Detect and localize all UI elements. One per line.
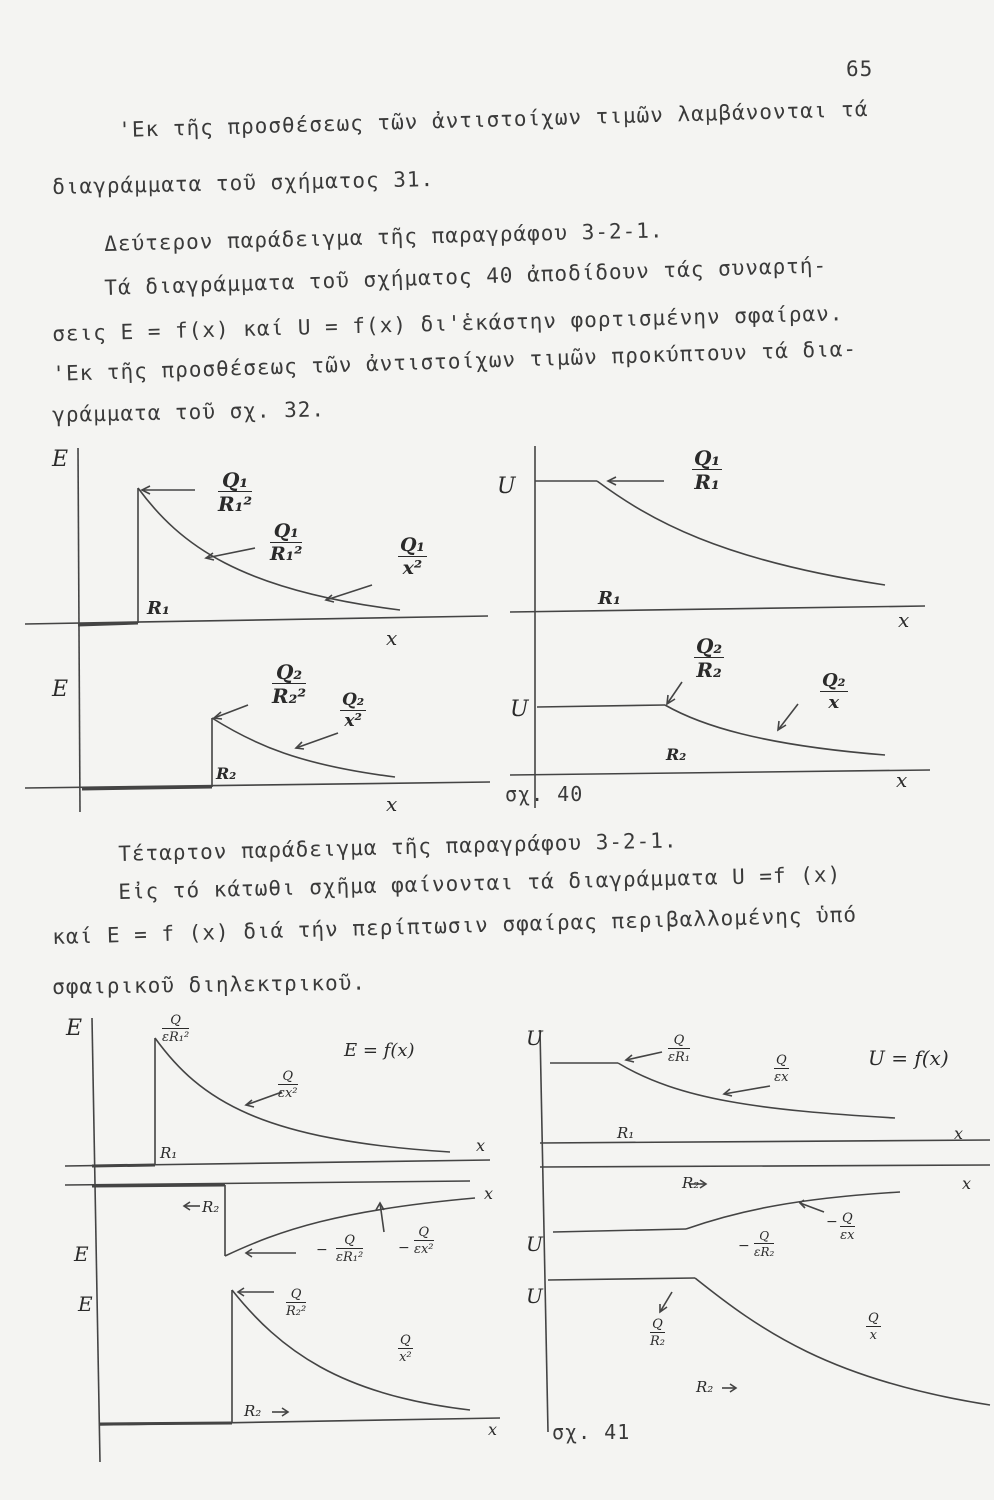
fig41-U2-plateau — [553, 1229, 686, 1232]
fig41-E2-zero-segment — [92, 1185, 225, 1186]
fig41-U1-curve — [618, 1063, 895, 1118]
fig41-minus-4: − — [826, 1214, 838, 1230]
fig41-x-label-3: x — [488, 1420, 498, 1439]
fig41-x-label-5: x — [962, 1174, 972, 1193]
fig40-U2-axis-label: U — [510, 697, 529, 722]
fig40-label-Q1-R1: $\frac{\text{Q₁}}{\text{R₁}}$ — [694, 446, 721, 494]
fig40-label-Q2-xsq: $\frac{\text{Q₂}}{\text{x²}}$ — [342, 690, 365, 731]
fig41-label-Q-eR1sq: $\frac{Q}{\text{εR₁²}}$ — [162, 1013, 190, 1045]
fig41-E1-axis-label: E — [66, 1016, 83, 1041]
fig41-R1-label-left: R₁ — [160, 1144, 178, 1162]
fig41-label-Q-ex2-neg: $\frac{Q}{\text{εx²}}$ — [414, 1225, 434, 1257]
fig40-R2-label-left: R₂ — [216, 764, 237, 783]
text-line-11: σφαιρικοῦ διηλεκτρικοῦ. — [52, 970, 367, 999]
fig40-x-label-4: x — [896, 768, 908, 792]
fig41-U2-baseline — [540, 1165, 990, 1167]
fig41-R2-label-left-bottom: R₂ — [244, 1402, 262, 1420]
fig40-x-label-3: x — [898, 608, 910, 632]
fig41-x-label-2: x — [484, 1184, 494, 1203]
fig40-label-Q1-R1sq: $\frac{\text{Q₁}}{\text{R₁²}}$ — [218, 468, 253, 516]
fig41-U1-baseline — [540, 1140, 990, 1143]
fig40-U1-axis-label: U — [497, 474, 516, 499]
fig40-caption: σχ. 40 — [505, 782, 584, 806]
fig41-label-Q-x: $\frac{Q}{x}$ — [868, 1311, 879, 1343]
fig40-x-label-1: x — [386, 626, 398, 650]
text-line-9: Εἰς τό κάτωθι σχῆμα φαίνονται τά διαγράμματα U =f (x) — [118, 862, 842, 904]
fig41-E3-curve — [232, 1287, 470, 1410]
fig41-label-Q-eR1sq-neg: $\frac{Q}{\text{εR₁²}}$ — [336, 1233, 364, 1265]
fig41-U-axis — [540, 1030, 548, 1432]
fig41-label-Q-R2: $\frac{Q}{\text{R₂}}$ — [650, 1317, 665, 1349]
fig40-R1-label-right: R₁ — [598, 588, 621, 609]
fig40-x-label-2: x — [386, 792, 398, 816]
fig40-label-Q2-R2: $\frac{\text{Q₂}}{\text{R₂}}$ — [696, 634, 723, 682]
fig40-R1-label-left: R₁ — [147, 598, 170, 619]
fig40-E2-axis-label: E — [52, 677, 69, 702]
fig41-E-axis — [92, 1018, 100, 1462]
fig40-label-Q2-R2sq: $\frac{\text{Q₂}}{\text{R₂²}}$ — [272, 660, 307, 708]
fig41-U2-axis-label: U — [526, 1232, 543, 1256]
fig41-E1-zero-segment — [92, 1165, 155, 1166]
fig41-label-Q-ex2-top: $\frac{Q}{\text{εx²}}$ — [278, 1069, 298, 1101]
fig41-title-U: U = f(x) — [868, 1046, 949, 1070]
fig41-label-Q-eR2-neg: $\frac{Q}{\text{εR₂}}$ — [754, 1229, 775, 1259]
text-line-10: καί E = f (x) διά τήν περίπτωσιν σφαίρας περιβαλλομένης ὑπό — [52, 902, 858, 949]
page-number: 65 — [846, 57, 874, 81]
fig40-E1-axis-label: E — [52, 447, 69, 472]
fig41-U1-axis-label: U — [526, 1026, 543, 1050]
fig40-label-Q1-xsq: $\frac{\text{Q₁}}{\text{x²}}$ — [400, 534, 425, 579]
fig41-label-Q-x2: $\frac{Q}{\text{x²}}$ — [399, 1333, 412, 1365]
fig41-minus-3: − — [738, 1238, 750, 1254]
fig41-title-E: E = f(x) — [344, 1040, 415, 1061]
text-line-3: Δεύτερον παράδειγμα τῆς παραγράφου 3-2-1. — [104, 218, 664, 256]
fig41-U3-plateau — [548, 1278, 695, 1280]
fig40-R2-label-right: R₂ — [666, 745, 687, 764]
text-line-7: γράμματα τοῦ σχ. 32. — [52, 397, 326, 427]
text-line-4: Τά διαγράμματα τοῦ σχήματος 40 ἀποδίδουν τάς συναρτή- — [104, 253, 828, 300]
fig41-E3-axis-label: E — [78, 1292, 93, 1316]
fig40-label-Q2-x: $\frac{\text{Q₂}}{x}$ — [822, 670, 846, 713]
fig41-minus-2: − — [398, 1240, 410, 1256]
fig41-E2-axis-label: E — [74, 1242, 89, 1266]
text-line-8: Τέταρτον παράδειγμα τῆς παραγράφου 3-2-1. — [118, 828, 678, 866]
fig41-U3-axis-label: U — [526, 1284, 543, 1308]
fig41-label-Q-R2sq: $\frac{Q}{\text{R₂²}}$ — [286, 1287, 307, 1319]
fig41-U2-curve — [686, 1192, 900, 1229]
text-line-2: διαγράμματα τοῦ σχήματος 31. — [52, 166, 435, 199]
fig41-R1-label-right: R₁ — [617, 1124, 635, 1142]
fig41-x-label-4: x — [954, 1124, 964, 1143]
fig41-R2-label-right-bottom: R₂ — [696, 1378, 714, 1396]
text-line-5: σεις E = f(x) καί U = f(x) δι'ἑκάστην φορτισμένην σφαίραν. — [52, 301, 844, 346]
text-line-1: 'Εκ τῆς προσθέσεως τῶν ἀντιστοίχων τιμῶν λαμβάνονται τά — [118, 97, 869, 142]
fig41-R2-label-left-mid: R₂ — [202, 1198, 220, 1216]
fig41-minus-1: − — [316, 1242, 328, 1258]
text-line-6: 'Εκ τῆς προσθέσεως τῶν ἀντιστοίχων τιμῶν προκύπτουν τά δια- — [52, 336, 858, 386]
fig41-caption: σχ. 41 — [552, 1420, 631, 1444]
fig41-label-Q-eR1: $\frac{Q}{\text{εR₁}}$ — [668, 1033, 690, 1065]
fig41-E3-zero-segment — [100, 1423, 232, 1424]
fig41-R2-label-right-mid: R₂ — [682, 1174, 700, 1192]
fig41-label-Q-ex: $\frac{Q}{\varepsilon x}$ — [774, 1053, 789, 1085]
fig41-x-label-1: x — [476, 1136, 486, 1155]
fig41-U3-curve — [695, 1278, 990, 1405]
fig41-label-Q-ex-neg: $\frac{Q}{\varepsilon x}$ — [840, 1211, 855, 1243]
fig40-label-Q1-R2sq: $\frac{\text{Q₁}}{\text{R₁²}}$ — [270, 520, 303, 565]
